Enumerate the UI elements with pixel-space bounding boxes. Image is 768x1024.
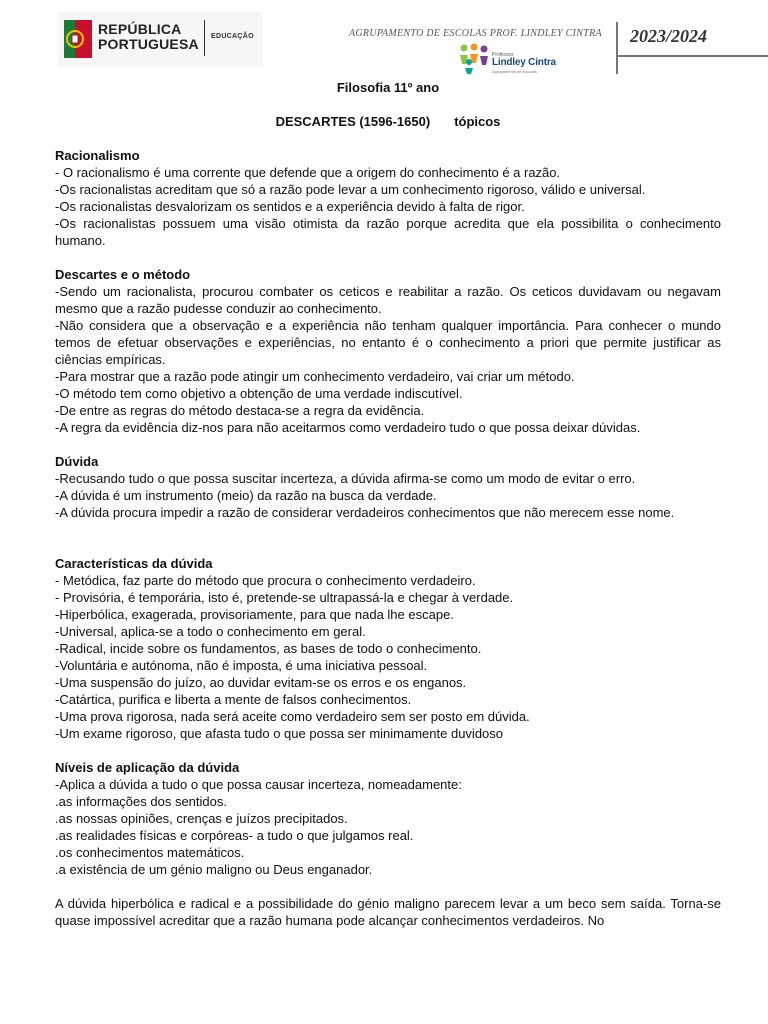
paragraph: -A dúvida é um instrumento (meio) da razão na busca da verdade. — [55, 488, 437, 503]
section-heading: Racionalismo — [55, 148, 140, 163]
paragraph: -Hiperbólica, exagerada, provisoriamente, para que nada lhe escape. — [55, 607, 454, 622]
paragraph: -Os racionalistas desvalorizam os sentidos e a experiência devido à falta de rigor. — [55, 199, 525, 214]
lindley-cintra-logo — [458, 42, 568, 76]
school-name: AGRUPAMENTO DE ESCOLAS PROF. LINDLEY CINTRA — [349, 28, 602, 39]
paragraph: -Uma prova rigorosa, nada será aceite como verdadeiro sem ser posto em dúvida. — [55, 709, 530, 724]
paragraph: -De entre as regras do método destaca-se a regra da evidência. — [55, 403, 425, 418]
paragraph: .as informações dos sentidos. — [55, 794, 227, 809]
paragraph: .as realidades físicas e corpóreas- a tudo o que julgamos real. — [55, 828, 414, 843]
gov-department: EDUCAÇÃO — [211, 33, 254, 40]
school-logo-caption: Professor — [492, 52, 514, 58]
paragraph: -Aplica a dúvida a tudo o que possa causar incerteza, nomeadamente: — [55, 777, 462, 792]
paragraph: -A regra da evidência diz-nos para não aceitarmos como verdadeiro tudo o que possa deixar dúvidas. — [55, 420, 641, 435]
paragraph: .as nossas opiniões, crenças e juízos precipitados. — [55, 811, 348, 826]
paragraph: - Provisória, é temporária, isto é, pretende-se ultrapassá-la e chegar à verdade. — [55, 590, 514, 605]
subject-title: Filosofia 11º ano — [336, 80, 440, 95]
portugal-emblem-icon — [64, 20, 92, 58]
school-logo-name: Lindley Cintra — [492, 57, 556, 68]
paragraph: -Um exame rigoroso, que afasta tudo o que possa ser minimamente duvidoso — [55, 726, 504, 741]
school-logo-tagline: Agrupamento de Escolas — [492, 69, 537, 74]
paragraph: -Para mostrar que a razão pode atingir um conhecimento verdadeiro, vai criar um método. — [55, 369, 575, 384]
paragraph: .a existência de um génio maligno ou Deus enganador. — [55, 862, 373, 877]
paragraph: -Não considera que a observação e a experiência não tenham qualquer importância. Para conhecer o mundo temos de efetuar observações e experiências, no entanto é o conhecimento a priori que permite justificar as ciências empíricas. — [55, 318, 721, 367]
gov-name-line2: PORTUGUESA — [98, 36, 199, 52]
page-header — [0, 0, 768, 80]
paragraph: -Catártica, purifica e liberta a mente de falsos conhecimentos. — [55, 692, 412, 707]
paragraph: -Voluntária e autónoma, não é imposta, é uma iniciativa pessoal. — [55, 658, 428, 673]
header-horizontal-rule — [618, 55, 768, 57]
republica-portuguesa-logo — [58, 12, 263, 67]
paragraph: -O método tem como objetivo a obtenção de uma verdade indiscutível. — [55, 386, 463, 401]
paragraph: -Sendo um racionalista, procurou combater os ceticos e reabilitar a razão. Os ceticos duvidavam ou negavam mesmo que a razão pudesse conduzir ao conhecimento. — [55, 284, 721, 316]
paragraph: - Metódica, faz parte do método que procura o conhecimento verdadeiro. — [55, 573, 476, 588]
topic-title-suffix: tópicos — [454, 114, 501, 129]
section-heading: Dúvida — [55, 454, 99, 469]
gov-logo-divider — [204, 20, 205, 56]
paragraph: -A dúvida procura impedir a razão de considerar verdadeiros conhecimentos que não merecem esse nome. — [55, 505, 675, 520]
topic-title-text: DESCARTES (1596-1650) — [275, 114, 431, 129]
paragraph: -Radical, incide sobre os fundamentos, as bases de todo o conhecimento. — [55, 641, 482, 656]
section-heading: Descartes e o método — [55, 267, 191, 282]
gov-name — [98, 22, 199, 52]
people-figures-icon — [458, 42, 492, 74]
section-heading: Características da dúvida — [55, 556, 213, 571]
paragraph: -Universal, aplica-se a todo o conhecimento em geral. — [55, 624, 366, 639]
paragraph: -Os racionalistas acreditam que só a razão pode levar a um conhecimento rigoroso, válido e universal. — [55, 182, 646, 197]
topic-title — [55, 113, 721, 130]
header-vertical-rule — [616, 22, 618, 74]
document-body — [55, 79, 721, 929]
paragraph: - O racionalismo é uma corrente que defende que a origem do conhecimento é a razão. — [55, 165, 561, 180]
paragraph: .os conhecimentos matemáticos. — [55, 845, 245, 860]
closing-paragraph: A dúvida hiperbólica e radical e a possibilidade do génio maligno parecem levar a um beco sem saída. Torna-se quase impossível acreditar que a razão humana pode alcançar conhecimentos verdadeiros. No — [55, 896, 721, 928]
paragraph: -Uma suspensão do juízo, ao duvidar evitam-se os erros e os enganos. — [55, 675, 467, 690]
paragraph: -Recusando tudo o que possa suscitar incerteza, a dúvida afirma-se como um modo de evitar o erro. — [55, 471, 636, 486]
paragraph: -Os racionalistas possuem uma visão otimista da razão porque acredita que ela possibilita o conhecimento humano. — [55, 216, 721, 248]
gov-name-line1: REPÚBLICA — [98, 21, 182, 37]
school-year: 2023/2024 — [630, 26, 708, 46]
section-heading: Níveis de aplicação da dúvida — [55, 760, 240, 775]
